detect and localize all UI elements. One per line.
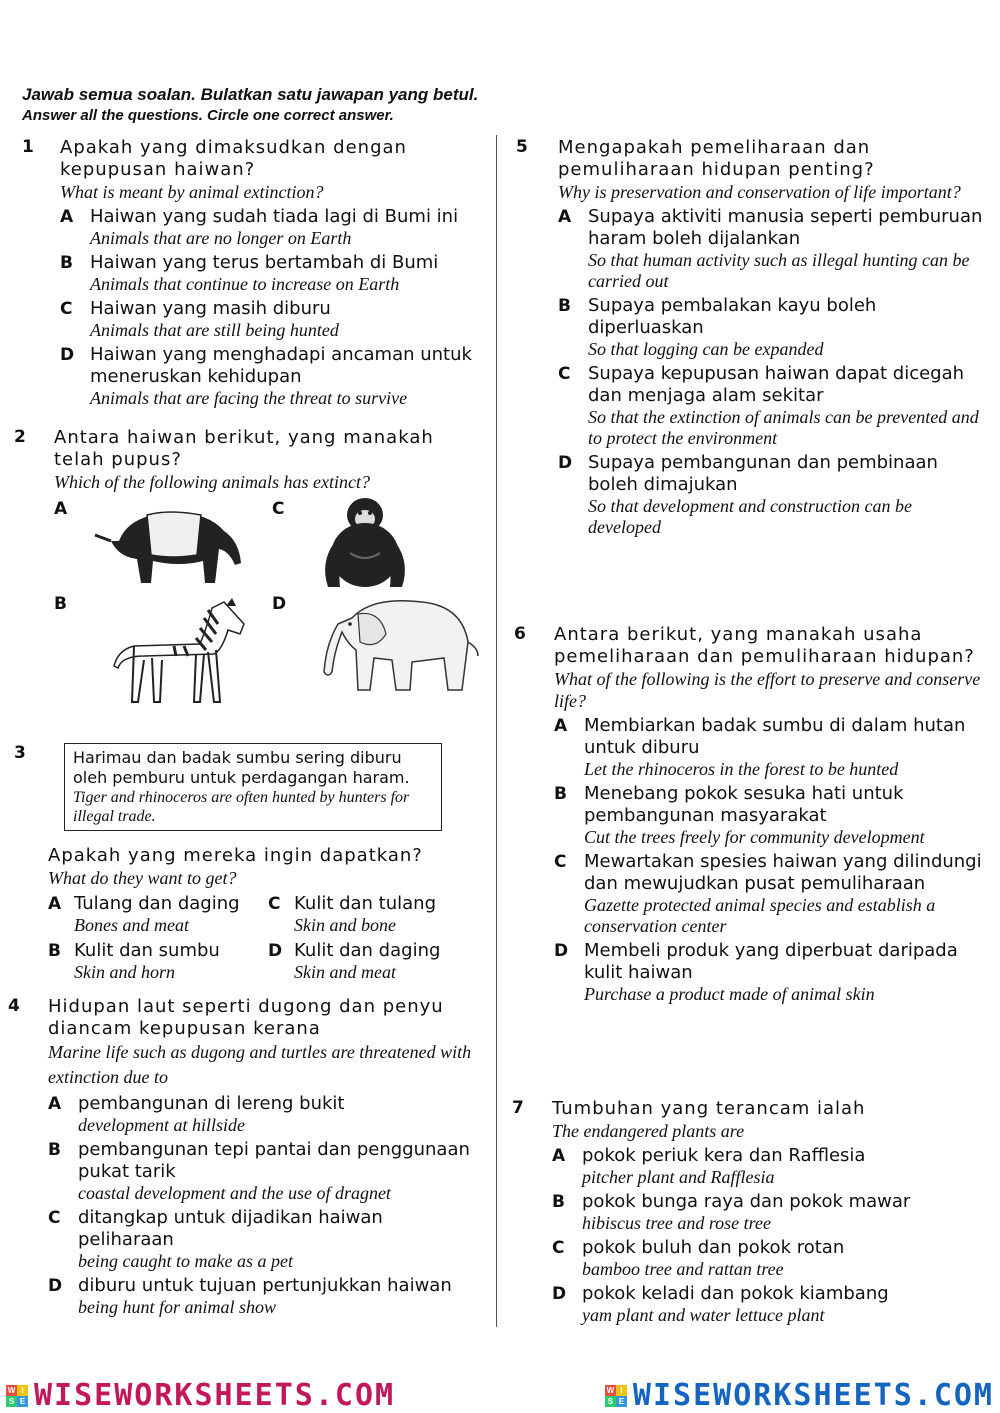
option-label: C [272, 499, 285, 519]
option-label: D [552, 1284, 567, 1304]
option-text-ms: Haiwan yang masih diburu [90, 298, 331, 319]
option-text-ms: pokok keladi dan pokok kiambang [582, 1283, 889, 1304]
option-text-ms: pokok buluh dan pokok rotan [582, 1237, 845, 1258]
question-stem-ms: Hidupan laut seperti dugong dan penyu diancam kepupusan kerana [48, 996, 444, 1039]
option-text-en: Cut the trees freely for community development [584, 827, 925, 847]
option-text-ms: Haiwan yang terus bertambah di Bumi [90, 252, 439, 273]
option-text-en: So that human activity such as illegal hunting can be carried out [588, 250, 970, 291]
option-d[interactable] [552, 1283, 984, 1326]
option-text-en: being caught to make as a pet [78, 1251, 293, 1271]
option-text-ms: Supaya pembalakan kayu boleh diperluaskan [588, 295, 877, 338]
option-text-ms: pokok bunga raya dan pokok mawar [582, 1191, 911, 1212]
option-text-en: Animals that are still being hunted [90, 320, 339, 340]
option-b[interactable] [60, 252, 482, 295]
option-c[interactable] [48, 1207, 484, 1272]
option-d[interactable] [48, 1275, 484, 1318]
question-stem-ms: Apakah yang dimaksudkan dengan kepupusan haiwan? [60, 137, 407, 180]
question-number: 1 [22, 137, 34, 157]
option-text-en: Skin and horn [74, 962, 175, 982]
option-label: D [558, 453, 573, 473]
option-text-ms: Membiarkan badak sumbu di dalam hutan untuk diburu [584, 715, 966, 758]
option-text-en: So that development and construction can be developed [588, 496, 912, 537]
animal-pictures [14, 499, 484, 714]
question-stem-en: What do they want to get? [48, 868, 237, 888]
option-text-ms: diburu untuk tujuan pertunjukkan haiwan [78, 1275, 452, 1296]
option-d[interactable] [268, 940, 478, 983]
option-b[interactable] [554, 783, 984, 848]
option-label: A [48, 1094, 62, 1114]
option-label: D [272, 594, 287, 614]
option-label: B [48, 941, 61, 961]
option-text-en: Bones and meat [74, 915, 189, 935]
question-1 [22, 137, 482, 409]
option-text-en: yam plant and water lettuce plant [582, 1305, 825, 1325]
option-label: D [268, 941, 283, 961]
wiseworksheets-logo-icon: W I S E [605, 1385, 627, 1407]
zebra-icon [104, 594, 254, 709]
option-text-en: Gazette protected animal species and establish a conservation center [584, 895, 936, 936]
question-number: 6 [514, 624, 526, 644]
option-label: C [60, 299, 73, 319]
option-text-ms: Menebang pokok sesuka hati untuk pembangunan masyarakat [584, 783, 904, 826]
option-a[interactable] [60, 206, 482, 249]
option-d[interactable] [554, 940, 984, 1005]
option-text-ms: Mewartakan spesies haiwan yang dilindungi dan mewujudkan pusat pemuliharaan [584, 851, 982, 894]
watermark-text: WISEWORKSHEETS.COM [632, 1378, 994, 1413]
option-label: D [48, 1276, 63, 1296]
option-label: B [54, 594, 67, 614]
question-stem-en: Why is preservation and conservation of life important? [558, 182, 961, 202]
option-text-en: So that logging can be expanded [588, 339, 824, 359]
option-label: C [554, 852, 567, 872]
option-label: B [48, 1140, 61, 1160]
option-c[interactable] [554, 851, 984, 937]
option-c[interactable] [268, 893, 478, 936]
question-stem-ms: Mengapakah pemeliharaan dan pemuliharaan hidupan penting? [558, 137, 875, 180]
option-text-en: Animals that continue to increase on Earth [90, 274, 400, 294]
option-a[interactable] [558, 206, 984, 292]
option-b[interactable] [48, 1139, 484, 1204]
question-stem-ms: Tumbuhan yang terancam ialah [552, 1098, 866, 1119]
option-label: D [554, 941, 569, 961]
option-a[interactable] [552, 1145, 984, 1188]
option-text-ms: Kulit dan daging [294, 940, 441, 961]
question-7 [512, 1098, 984, 1326]
watermark-text: WISEWORKSHEETS.COM [34, 1378, 396, 1413]
option-label: A [60, 207, 74, 227]
option-text-ms: Tulang dan daging [74, 893, 240, 914]
option-text-ms: pembangunan di lereng bukit [78, 1093, 345, 1114]
tapir-icon [89, 501, 249, 591]
option-text-ms: Membeli produk yang diperbuat daripada kulit haiwan [584, 940, 958, 983]
option-text-ms: Kulit dan sumbu [74, 940, 220, 961]
instructions [22, 84, 622, 126]
option-label: B [554, 784, 567, 804]
option-text-ms: pokok periuk kera dan Rafflesia [582, 1145, 866, 1166]
option-text-en: Skin and bone [294, 915, 396, 935]
option-text-en: being hunt for animal show [78, 1297, 277, 1317]
watermark-footer [0, 1378, 1000, 1413]
options-grid [48, 893, 484, 983]
question-stem-en: Which of the following animals has extinct? [54, 472, 370, 492]
question-number: 7 [512, 1098, 524, 1118]
question-stem-en: What is meant by animal extinction? [60, 182, 324, 202]
option-b[interactable] [552, 1191, 984, 1234]
wiseworksheets-logo-icon: W I S E [6, 1385, 28, 1407]
option-text-ms: Haiwan yang sudah tiada lagi di Bumi ini [90, 206, 459, 227]
option-text-ms: Kulit dan tulang [294, 893, 437, 914]
option-label: C [552, 1238, 565, 1258]
option-text-en: Purchase a product made of animal skin [584, 984, 875, 1004]
scenario-text-ms: Harimau dan badak sumbu sering diburu oleh pemburu untuk perdagangan haram. [73, 748, 410, 787]
option-a[interactable] [554, 715, 984, 780]
option-label: B [552, 1192, 565, 1212]
watermark[interactable] [605, 1378, 994, 1413]
option-c[interactable] [552, 1237, 984, 1280]
option-label: D [60, 345, 75, 365]
question-2 [14, 427, 484, 714]
question-number: 5 [516, 137, 528, 157]
question-3 [14, 743, 484, 983]
option-label: C [48, 1208, 61, 1228]
option-label: A [554, 716, 568, 736]
scenario-box [64, 743, 442, 831]
question-stem-en: What of the following is the effort to preserve and conserve life? [554, 669, 981, 711]
option-text-en: coastal development and the use of dragnet [78, 1183, 391, 1203]
option-d[interactable] [558, 452, 984, 538]
elephant-icon [312, 592, 482, 692]
option-label: C [268, 894, 281, 914]
option-c[interactable] [558, 363, 984, 449]
option-text-ms: Supaya aktiviti manusia seperti pemburuan haram boleh dijalankan [588, 206, 983, 249]
question-6 [514, 624, 984, 1005]
question-number: 3 [14, 743, 26, 763]
option-label: A [54, 499, 68, 519]
option-text-en: So that the extinction of animals can be prevented and to protect the environment [588, 407, 979, 448]
option-label: A [552, 1146, 566, 1166]
question-stem-ms: Apakah yang mereka ingin dapatkan? [48, 845, 423, 866]
question-5 [516, 137, 984, 538]
option-text-en: Animals that are no longer on Earth [90, 228, 352, 248]
option-c[interactable] [60, 298, 482, 341]
instruction-ms: Jawab semua soalan. Bulatkan satu jawapan yang betul. [22, 85, 479, 104]
option-a[interactable] [48, 1093, 484, 1136]
question-number: 2 [14, 427, 26, 447]
option-text-en: development at hillside [78, 1115, 245, 1135]
option-b[interactable] [558, 295, 984, 360]
question-stem-en: Marine life such as dugong and turtles are threatened with extinction due to [48, 1042, 472, 1087]
option-label: B [558, 296, 571, 316]
option-label: B [60, 253, 73, 273]
option-label: A [48, 894, 62, 914]
question-stem-ms: Antara haiwan berikut, yang manakah telah pupus? [54, 427, 434, 470]
option-label: A [558, 207, 572, 227]
option-text-en: Skin and meat [294, 962, 396, 982]
option-label: C [558, 364, 571, 384]
option-b[interactable] [48, 940, 268, 983]
column-divider [496, 135, 497, 1327]
option-text-en: Animals that are facing the threat to survive [90, 388, 408, 408]
option-text-ms: ditangkap untuk dijadikan haiwan peliharaan [78, 1207, 383, 1250]
option-d[interactable] [60, 344, 482, 409]
option-text-en: pitcher plant and Rafflesia [582, 1167, 775, 1187]
orangutan-icon [310, 493, 420, 593]
watermark[interactable] [6, 1378, 395, 1413]
option-text-ms: pembangunan tepi pantai dan penggunaan pukat tarik [78, 1139, 470, 1182]
option-text-en: Let the rhinoceros in the forest to be hunted [584, 759, 899, 779]
question-stem-en: The endangered plants are [552, 1121, 745, 1141]
question-4 [8, 996, 484, 1318]
scenario-text-en: Tiger and rhinoceros are often hunted by hunters for illegal trade. [73, 789, 410, 825]
option-text-ms: Supaya pembangunan dan pembinaan boleh dimajukan [588, 452, 938, 495]
option-text-ms: Haiwan yang menghadapi ancaman untuk meneruskan kehidupan [90, 344, 472, 387]
option-text-en: hibiscus tree and rose tree [582, 1213, 771, 1233]
option-text-en: bamboo tree and rattan tree [582, 1259, 784, 1279]
question-stem-ms: Antara berikut, yang manakah usaha pemeliharaan dan pemuliharaan hidupan? [554, 624, 975, 667]
option-text-ms: Supaya kepupusan haiwan dapat dicegah dan menjaga alam sekitar [588, 363, 965, 406]
option-a[interactable] [48, 893, 268, 936]
question-number: 4 [8, 996, 20, 1016]
instruction-en: Answer all the questions. Circle one correct answer. [22, 107, 394, 124]
